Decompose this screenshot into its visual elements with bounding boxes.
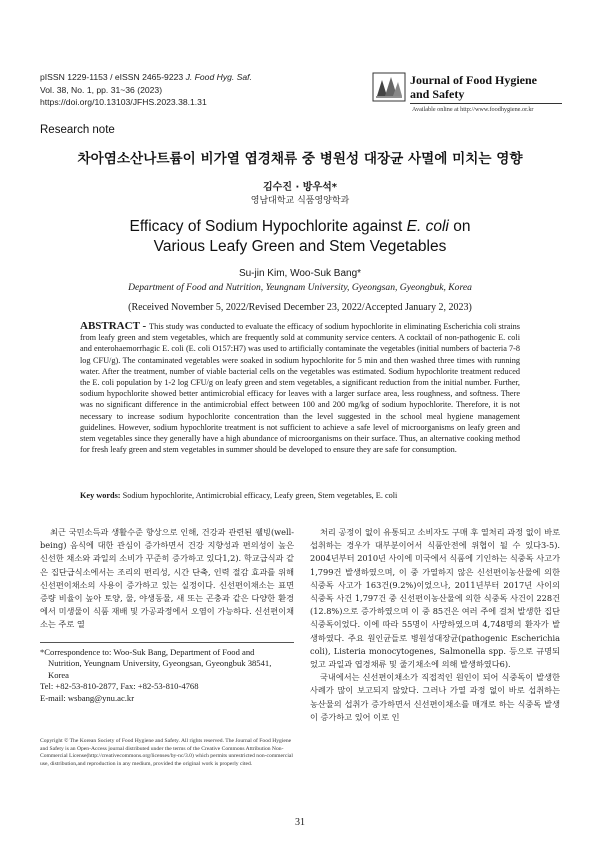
authors-korean: 김수진 · 방우석* [263, 182, 337, 193]
body-paragraph: 국내에서는 신선편이채소가 직접적인 원인이 되어 식중독이 발생한 사례가 많이 보고되지 않았다. 그러나 가열 과정 없이 바로 섭취하는 농산물의 섭취가 증가하면서 신선편이채소를 매개로 하는 식중독 발생이 증가하고 있어 이로 인 [310, 672, 560, 722]
body-paragraph: 처리 공정이 없이 유통되고 소비자도 구매 후 열처리 과정 없이 바로 섭취하는 경우가 대부분이어서 식품안전에 위협이 될 수 있다3-5). 2004년부터 2010년 사이에 미국에서 식품에 기인하는 식중독 사고가 1,799건 발생하였으며, 이 중 가열하지 않은 신선편이농산물에 의한 식중독 사고가 163건(9.2%)이었으나, 2011년부터 2017년 사이의 식중독 사건 1,797건 중 신선편이농산물에 의한 식중독 사건이 228건(12.8%)으로 증가하였으며 이 중 85건은 여러 주에 걸쳐 발생한 집단식중독이었다. 이에 따라 55명이 사망하였으며 4,748명의 환자가 발생하였다. 주요 원인균들로 병원성대장균(pathogenic Escherichia coli), Listeria monocytogenes, Salmonella spp. 등으로 규명되었고 과일과 엽경채류 및 줄기채소에 의해 발생하였다6). [310, 527, 560, 670]
issn-line: pISSN 1229-1153 / eISSN 2465-9223 J. Food Hyg. Saf. [40, 72, 252, 82]
keywords [80, 491, 520, 500]
abstract [80, 321, 520, 455]
email-link[interactable]: E-mail: wsbang@ynu.ac.kr [40, 692, 135, 703]
body-paragraph: 최근 국민소득과 생활수준 향상으로 인해, 건강과 관련된 웰빙(well-being) 음식에 대한 관심이 증가하면서 건강 지향성과 편의성이 높은 신선한 채소와 과일의 소비가 꾸준히 증가하고 있다1,2). 학교급식과 같은 집단급식소에서는 조리의 편리성, 시간 단축, 인력 절감 효과를 위해 신선편이채소의 사용이 증가하고 있는 실정이다. 신선편이채소는 표면 증량 비율이 높아 토양, 물, 야생동물, 새 또는 곤충과 같은 다양한 환경에서 미생물이 식품 재배 및 가공과정에서 오염이 가능하다. 신선편이채소는 주로 열 [40, 527, 294, 630]
keywords-label: Key words: [80, 491, 121, 500]
logo-divider [410, 103, 562, 104]
copyright-notice: Copyright © The Korean Society of Food Hygiene and Safety. All rights reserved. The Journal of Food Hygiene and Safety is an Open-Access journal distributed under the terms of the Creative Commons Attribution Non-Commercial License(http://creativecommons.org/licenses/by-nc/3.0) which permits unrestricted non-commercial use, distribution,and reproduction in any medium, provided the original work is properly cited. [40, 738, 293, 767]
received-dates: (Received November 5, 2022/Revised December 23, 2022/Accepted January 2, 2023) [128, 302, 472, 313]
title-english [0, 217, 600, 257]
title-english-line-2: Various Leafy Green and Stem Vegetables [153, 238, 447, 255]
abstract-text: This study was conducted to evaluate the efficacy of sodium hypochlorite in eliminating Escherichia coli strains from leafy green and stem vegetables, which are frequently sold at community service centers. A cocktail of non-pathogenic E. coli and enterohaemorrhagic E. coli (E. coli O157:H7) was used to artificially contaminate the vegetables (initial numbers of bacteria 7-8 log CFU/g). The contaminated vegetables were soaked in sodium hypochlorite for 5 min and then washed three times with running water. After the treatment, number of viable bacterial cells on the vegetables was estimated. Sodium hypochlorite treatment reduced the E. coli population by 1-2 log CFU/g on leafy green and stem vegetables, a significant reduction from the initial number. Further, sodium hypochlorite showed better antimicrobial efficacy for leaves with a larger surface area, less roughness, and softness. There was no significant difference in the antimicrobial effect between 100 and 200 mg/kg of sodium hypochlorite. Therefore, it is not necessary to increase sodium hypochlorite concentration than the level suggested in the school meal hygiene management guidelines. However, sodium hypochlorite treatment is not sufficient to achieve a safe level of microorganisms on leafy green and stem vegetables since they generally have a high abundance of microorganisms on their surface. Thus, an alternative cooking method for fresh leafy green and stem vegetables in summer should be developed to ensure they are safe for consumption. [80, 322, 521, 455]
title-korean: 차아염소산나트륨이 비가열 엽경채류 중 병원성 대장균 사멸에 미치는 영향 [77, 151, 523, 167]
abstract-heading: ABSTRACT - [80, 320, 150, 332]
footnote-divider [40, 642, 294, 643]
body-column-right [310, 526, 560, 724]
journal-meta [40, 71, 252, 109]
volume-line: Vol. 38, No. 1, pp. 31~36 (2023) [40, 84, 163, 95]
doi-link[interactable]: https://doi.org/10.13103/JFHS.2023.38.1.31 [40, 97, 207, 108]
journal-logo [372, 72, 562, 118]
affiliation-english: Department of Food and Nutrition, Yeungnam University, Gyeongsan, Gyeongbuk, Korea [128, 282, 472, 293]
logo-url[interactable]: Available online at http://www.foodhygiene.or.kr [412, 106, 534, 113]
article-type: Research note [40, 124, 115, 136]
affiliation-korean: 영남대학교 식품영양학과 [250, 196, 350, 206]
authors-english: Su-jin Kim, Woo-Suk Bang* [238, 268, 362, 279]
keywords-text: Sodium hypochlorite, Antimicrobial efficacy, Leafy green, Stem vegetables, E. coli [120, 491, 398, 500]
logo-title: Journal of Food Hygiene and Safety [410, 73, 538, 101]
body-column-left [40, 526, 294, 632]
correspondence: *Correspondence to: Woo-Suk Bang, Department of Food and Nutrition, Yeungnam University, Gyeongsan, Gyeongbuk 38541, Korea Tel: +82-53-810-2877, Fax: +82-53-810-4768 E-mail: wsbang@ynu.ac.kr [40, 647, 300, 704]
title-english-line-1: Efficacy of Sodium Hypochlorite against E. coli on [129, 218, 471, 235]
page-number: 31 [295, 817, 305, 828]
journal-logo-mark-icon [372, 72, 406, 102]
